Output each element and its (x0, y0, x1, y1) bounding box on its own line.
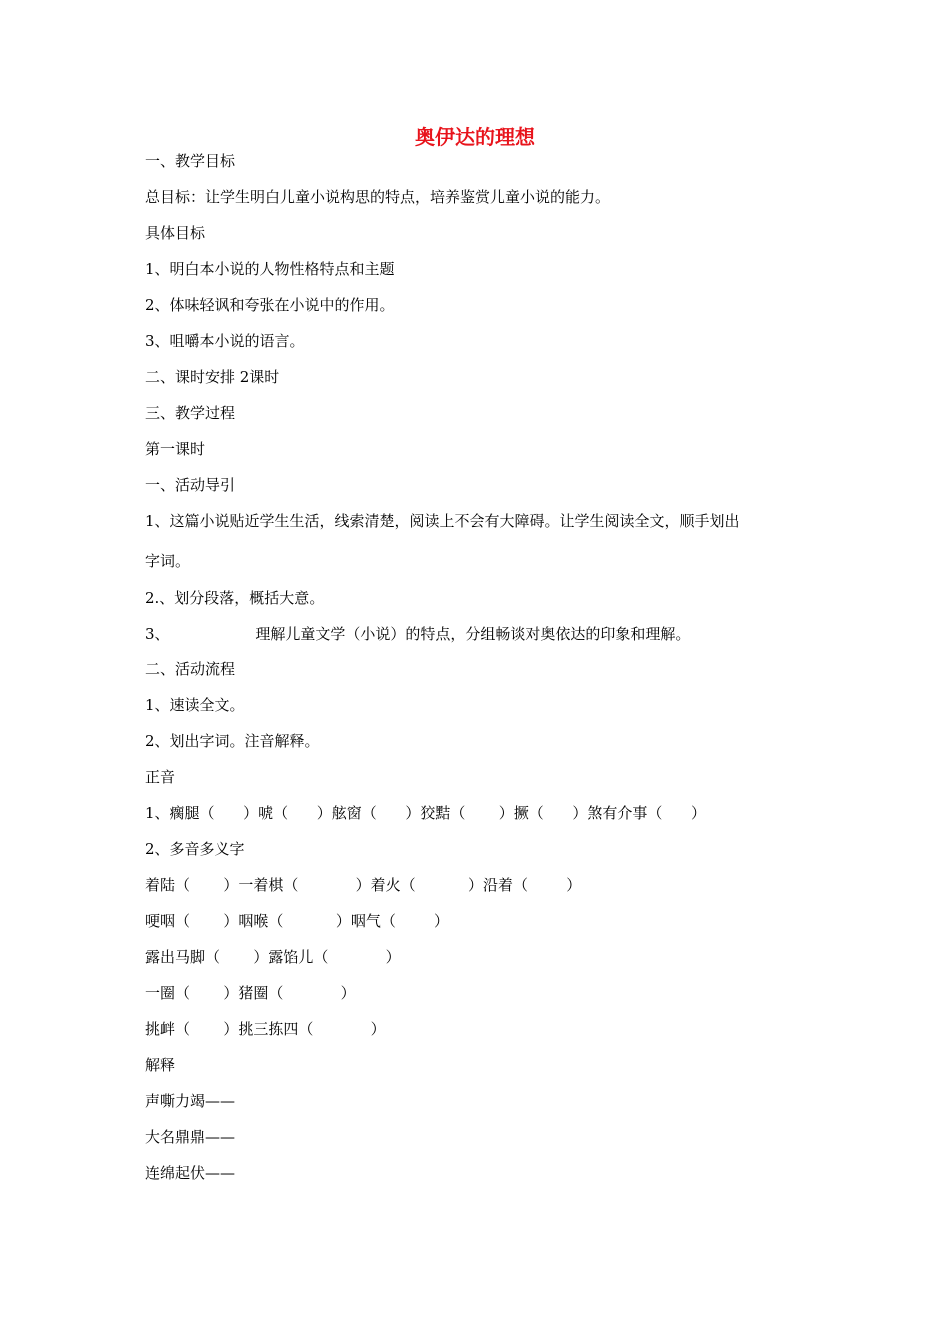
text-line-polyphone-tiao: 挑衅（ ）挑三拣四（ ） (145, 1020, 386, 1038)
text-line-polyphone-heading: 2、多音多义字 (145, 840, 245, 858)
text-line-goal-2: 2、体味轻讽和夸张在小说中的作用。 (145, 296, 395, 314)
text-line-flow-1: 1、速读全文。 (145, 696, 245, 714)
document-title: 奥伊达的理想 (415, 125, 535, 149)
text-line-guide-1-cont: 字词。 (145, 552, 191, 570)
text-line-activity-flow: 二、活动流程 (145, 660, 236, 678)
text-line-goal-3: 3、咀嚼本小说的语言。 (145, 332, 305, 350)
text-line-polyphone-yan: 哽咽（ ）咽喉（ ）咽气（ ） (145, 912, 449, 930)
text-line-overall-goal: 总目标：让学生明白儿童小说构思的特点，培养鉴赏儿童小说的能力。 (145, 188, 611, 206)
text-line-section-2: 二、课时安排 2课时 (145, 368, 280, 386)
text-line-explanation: 解释 (145, 1056, 176, 1074)
text-line-explain-2: 大名鼎鼎—— (145, 1128, 236, 1146)
text-line-polyphone-quan: 一圈（ ）猪圈（ ） (145, 984, 356, 1002)
text-line-flow-2: 2、划出字词。注音解释。 (145, 732, 320, 750)
text-line-pronunciation: 正音 (145, 768, 176, 786)
text-line-pronunciation-1: 1、瘸腿（ ）唬（ ）舷窗（ ）狡黠（ ）撅（ ）煞有介事（ ） (145, 804, 706, 822)
text-line-first-lesson: 第一课时 (145, 440, 206, 458)
text-line-explain-3: 连绵起伏—— (145, 1164, 236, 1182)
text-line-goal-1: 1、明白本小说的人物性格特点和主题 (145, 260, 395, 278)
text-line-polyphone-zhuo: 着陆（ ）一着棋（ ）着火（ ）沿着（ ） (145, 876, 582, 894)
text-line-section-1: 一、教学目标 (145, 152, 236, 170)
text-line-section-3: 三、教学过程 (145, 404, 236, 422)
text-line-polyphone-lu: 露出马脚（ ）露馅儿（ ） (145, 948, 401, 966)
text-line-guide-1: 1、这篇小说贴近学生生活，线索清楚，阅读上不会有大障碍。让学生阅读全文，顺手划出 (145, 512, 740, 530)
text-line-specific-goals: 具体目标 (145, 224, 206, 242)
text-line-guide-2: 2.、划分段落，概括大意。 (145, 589, 325, 607)
text-line-explain-1: 声嘶力竭—— (145, 1092, 236, 1110)
text-line-activity-guide: 一、活动导引 (145, 476, 236, 494)
text-line-guide-3: 3、 理解儿童文学（小说）的特点，分组畅谈对奥依达的印象和理解。 (145, 625, 691, 643)
